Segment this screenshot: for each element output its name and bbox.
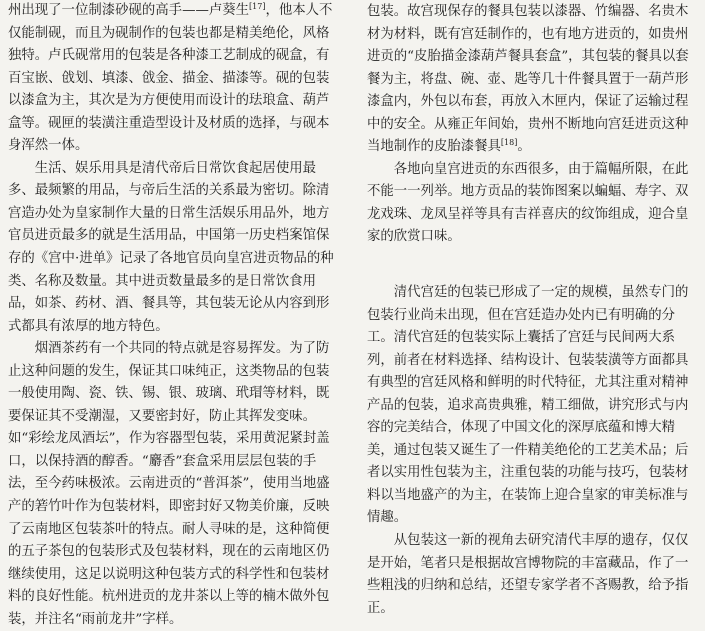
left-column [8, 0, 336, 631]
paragraph-text: 烟酒茶药有一个共同的特点就是容易挥发。为了防止这种问题的发生，保证其口味纯正，这类物品的包装一般使用陶、瓷、铁、锡、银、玻璃、玳瑁等材料，既要保证其不受潮湿，又要密封好，防止其挥发变味。如“彩绘龙凤酒坛”，作为容器型包装，采用黄泥紧封盖口，以保持酒的醇香。“麝香”套盒采用层层包装的手法，至今药味极浓。云南进贡的“普洱茶”，使用当地盛产的箬竹叶作为包装材料，即密封好又物美价廉，反映了云南地区包装茶叶的特点。耐人寻味的是，这种简便的五子茶包的包装形式及包装材料，现在的云南地区仍继续使用，这足以说明这种包装方式的科学性和包装材料的良好性能。杭州进贡的龙井茶以上等的楠木做外包装，并注名“雨前龙井”字样。 [8, 341, 330, 627]
paragraph-text: 从包装这一新的视角去研究清代丰厚的遗存，仅仅是开始，笔者只是根据故宫博物院的丰富藏品，作了一些粗浅的归纳和总结，还望专家学者不吝赐教，给予指正。 [367, 533, 689, 616]
paragraph-text: 各地向皇宫进贡的东西很多，由于篇幅所限，在此不能一一列举。地方贡品的装饰图案以蝙蝠、寿字、双龙戏珠、龙凤呈祥等具有吉祥喜庆的纹饰组成，迎合皇家的欣赏口味。 [367, 161, 689, 245]
footnote-reference: [17] [249, 2, 266, 11]
paragraph-daily-life-items [8, 158, 336, 338]
footnote-reference: [18] [500, 138, 518, 148]
paragraph-text: 州出现了一位制漆砂砚的高手——卢葵生 [8, 3, 250, 18]
section-spacer [367, 249, 693, 282]
paragraph-text: 包装。故宫现保存的餐具包装以漆器、竹编器、名贵木材为材料，既有宫廷制作的，也有地方进贡的，如贵州进贡的“皮胎描金漆葫芦餐具套盒”，其包装的餐具以套餐为主，将盘、碗、壶、匙等几十件餐具置于一葫芦形漆盒内，外包以布套，再放入木匣内，保证了运输过程中的安全。从雍正年间始，贵州不断地向宫廷进贡这种当地制作的皮胎漆餐具 [367, 4, 689, 155]
paragraph-text: 清代宫廷的包装已形成了一定的规模，虽然专门的包装行业尚未出现，但在宫廷造办处内已有明确的分工。清代宫廷的包装实际上囊括了宫廷与民间两大系列，前者在材料选择、结构设计、包装装潢等方面都具有典型的宫廷风格和鲜明的时代特征，尤其注重对精神产品的包装，追求高贵典雅，精工细做，讲究形式与内容的完美结合，体现了中国文化的深厚底蕴和博大精美，通过包装又诞生了一件精美绝伦的工艺美术品；后者以实用性包装为主，注重包装的功能与技巧，包装材料以当地盛产的为主，在装饰上迎合皇家的审美标准与情趣。 [367, 285, 689, 526]
paragraph-text-continued: ，他本人不仅能制砚，而且为砚制作的包装也都是精美绝伦，风格独特。卢氏砚常用的包装是各种漆工艺制成的砚盒，有百宝嵌、戗划、填漆、戗金、描金、描漆等。砚的包装以漆盒为主，其次是为方便使用而设计的珐琅盒、葫芦盒等。砚匣的装潢注重造型设计及材质的选择，与砚本身浑然一体。 [8, 3, 333, 154]
right-column [367, 1, 693, 620]
paragraph-conclusion [367, 530, 693, 620]
paragraph-court-packaging-summary [367, 282, 693, 530]
paragraph-regional-tributes [367, 159, 693, 249]
paragraph-tobacco-wine-tea-medicine [8, 338, 336, 631]
paragraph-text-continued: 。 [517, 139, 531, 155]
paragraph-text: 生活、娱乐用具是清代帝后日常饮食起居使用最多、最频繁的用品，与帝后生活的关系最为密切。除清宫造办处为皇家制作大量的日常生活娱乐用品外，地方官员进贡最多的就是生活用品，中国第一历史档案馆保存的《宫中·进单》记录了各地官员向皇宫进贡物品的种类、名称及数量。其中进贡数量最多的是日常饮食用品，如茶、药材、酒、餐具等，其包装无论从内容到形式都具有浓厚的地方特色。 [8, 160, 334, 334]
paragraph-tableware-packaging [367, 1, 693, 159]
paragraph-inkstone-packaging [8, 0, 336, 158]
